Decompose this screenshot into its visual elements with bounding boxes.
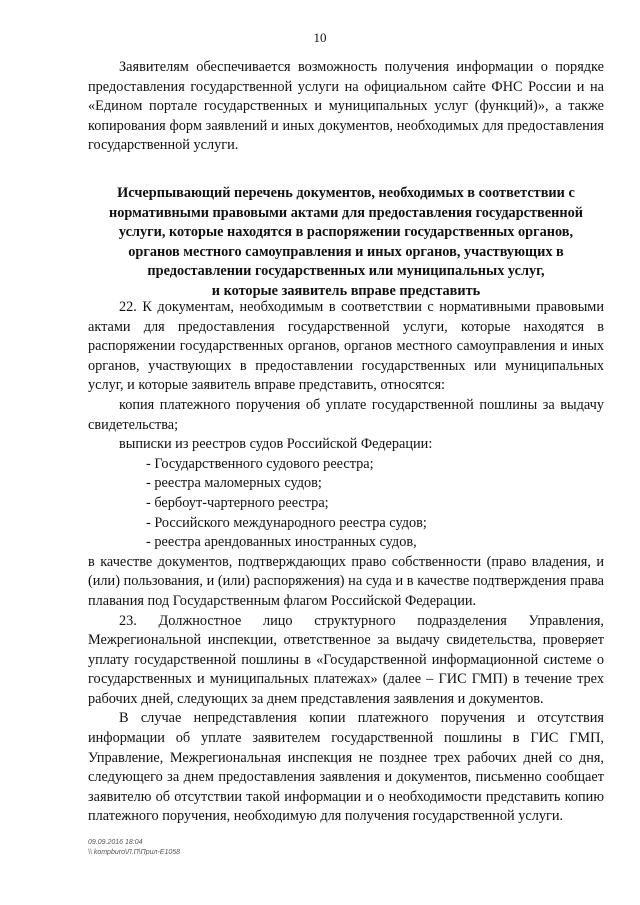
paragraph-24: В случае непредставления копии платежного поручения и отсутствия информации об уплате заявителем государственной пошлины в ГИС ГМП, Управление, Межрегиональная инспекция не позднее трех рабочих дней со дня, следующего за днем предоставления заявления и документов, письменно сообщает заявителю об отсутствии такой информации и о необходимости представить копию платежного поручения, необходимую для получения государственной услуги.	[88, 710, 604, 825]
list-item: - Государственного судового реестра;	[146, 455, 374, 472]
list-item: - реестра арендованных иностранных судов,	[146, 534, 417, 551]
footer-path: \\ kompburo\Л.П\Прил-Е1058	[88, 849, 181, 856]
heading-line: органов местного самоуправления и иных органов, участвующих в	[128, 243, 564, 260]
heading-line: услуги, которые находятся в распоряжении государственных органов,	[118, 224, 574, 241]
list-item: - Российского международного реестра судов;	[146, 514, 427, 531]
paragraph-23: 23. Должностное лицо структурного подразделения Управления, Межрегиональной инспекции, ответственное за выдачу свидетельства, проверяет уплату государственной пошлины в «Государственной информационной системе о государственных и муниципальных платежах» (далее – ГИС ГМП) в течение трех рабочих дней, следующих за днем представления заявления и документов.	[88, 612, 604, 707]
section-heading	[88, 184, 604, 302]
intro-paragraph: Заявителям обеспечивается возможность получения информации о порядке предоставления государственной услуги на официальном сайте ФНС России и на «Едином портале государственных и муниципальных услуг (функций)», а также копирования форм заявлений и иных документов, необходимых для предоставления государственной услуги.	[88, 59, 604, 154]
intro-block	[88, 58, 604, 156]
paragraph-22-item-1: копия платежного поручения об уплате государственной пошлины за выдачу свидетельства;	[88, 396, 604, 433]
list-item: - бербоут-чартерного реестра;	[146, 494, 329, 511]
heading-line: Исчерпывающий перечень документов, необходимых в соответствии с	[117, 185, 575, 201]
paragraph-22: 22. К документам, необходимым в соответствии с нормативными правовыми актами для предоставления государственной услуги, которые находятся в распоряжении государственных органов, органов местного самоуправления и иных органов, участвующих в предоставлении государственных или муниципальных услуг, и которые заявитель вправе представить, относятся:	[88, 299, 604, 394]
footer	[88, 838, 180, 858]
list-item: - реестра маломерных судов;	[146, 475, 322, 492]
heading-line: предоставлении государственных или муниципальных услуг,	[147, 263, 545, 280]
footer-timestamp: 09.09.2016 18:04	[88, 839, 143, 846]
page-number: 10	[313, 30, 327, 45]
registry-list	[88, 455, 604, 553]
paragraph-22-item-2: выписки из реестров судов Российской Федерации:	[119, 436, 433, 453]
heading-line: нормативными правовыми актами для предоставления государственной	[109, 204, 583, 221]
heading-line: и которые заявитель вправе представить	[211, 282, 481, 299]
main-body	[88, 298, 604, 827]
paragraph-22-tail: в качестве документов, подтверждающих право собственности (право владения, и (или) пользования, и (или) распоряжения) на суда и в качестве подтверждения права плавания под Государственным флагом Российской Федерации.	[88, 553, 604, 609]
